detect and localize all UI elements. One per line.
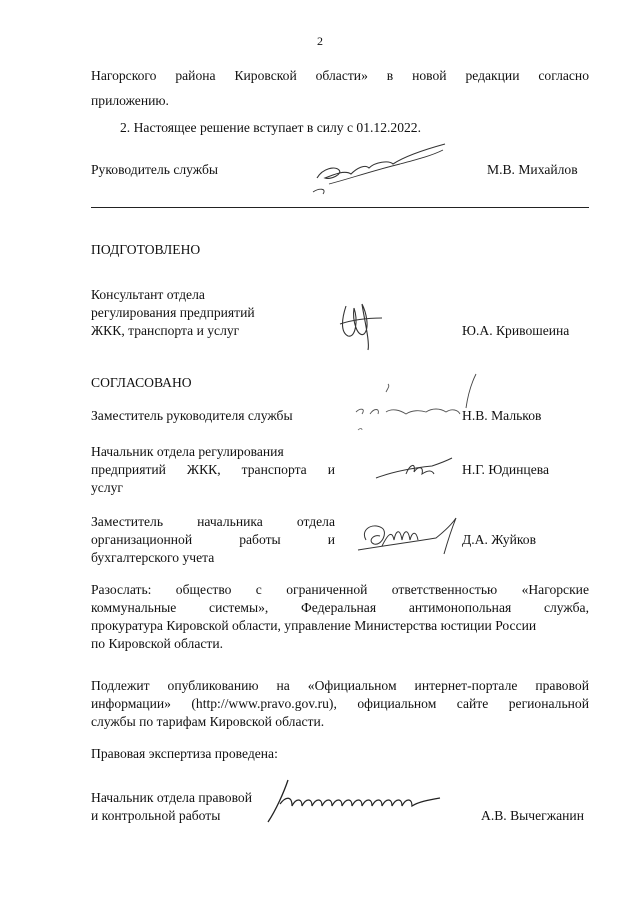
publication-line-3: службы по тарифам Кировской области.: [91, 714, 325, 729]
agreed-p2-line-1: Начальник отдела регулирования: [91, 444, 284, 459]
agreed-p1-name: Н.В. Мальков: [462, 408, 542, 423]
distribution-line-3: прокуратура Кировской области, управление Министерства юстиции России: [91, 618, 537, 633]
separator-line: [91, 207, 589, 208]
prepared-heading: ПОДГОТОВЛЕНО: [91, 242, 201, 257]
agreed-p1-title: Заместитель руководителя службы: [91, 408, 293, 423]
prepared-position-line-2: регулирования предприятий: [91, 305, 255, 320]
expertise-signature: [262, 776, 448, 828]
intro-line-2: приложению.: [91, 93, 169, 108]
agreed-p2-name: Н.Г. Юдинцева: [462, 462, 550, 477]
agreed-heading: СОГЛАСОВАНО: [91, 375, 192, 390]
agreed-p3-line-2: организационной работы и: [91, 532, 335, 547]
agreed-p3-line-1: Заместитель начальника отдела: [91, 514, 335, 529]
agreed-p3-signature: [352, 510, 464, 562]
head-name: М.В. Михайлов: [487, 162, 578, 177]
distribution-line-4: по Кировской области.: [91, 636, 224, 651]
agreed-p2-line-3: услуг: [91, 480, 123, 495]
distribution-line-1: Разослать: общество с ограниченной ответственностью «Нагорские: [91, 582, 589, 597]
agreed-p2-line-2: предприятий ЖКК, транспорта и: [91, 462, 335, 477]
head-signature: [305, 140, 455, 202]
distribution-line-2: коммунальные системы», Федеральная антимонопольная служба,: [91, 600, 589, 615]
publication-line-2: информации» (http://www.pravo.gov.ru), официальном сайте региональной: [91, 696, 589, 711]
page-number: 2: [317, 34, 323, 48]
prepared-position-line-1: Консультант отдела: [91, 287, 205, 302]
intro-line-1: Нагорского района Кировской области» в новой редакции согласно: [91, 68, 589, 83]
expertise-text: Правовая экспертиза проведена:: [91, 746, 278, 761]
agreed-p2-signature: [372, 452, 462, 488]
prepared-position-line-3: ЖКК, транспорта и услуг: [91, 323, 240, 338]
agreed-p3-name: Д.А. Жуйков: [462, 532, 537, 547]
prepared-name: Ю.А. Кривошеина: [462, 323, 570, 338]
expertise-name: А.В. Вычегжанин: [481, 808, 584, 823]
expertise-position-line-2: и контрольной работы: [91, 808, 221, 823]
intro-item-2: 2. Настоящее решение вступает в силу с 01.12.2022.: [120, 120, 421, 135]
publication-line-1: Подлежит опубликованию на «Официальном интернет-портале правовой: [91, 678, 589, 693]
expertise-position-line-1: Начальник отдела правовой: [91, 790, 253, 805]
agreed-p1-signature: [316, 368, 486, 440]
agreed-p3-line-3: бухгалтерского учета: [91, 550, 215, 565]
head-title: Руководитель службы: [91, 162, 219, 177]
prepared-signature: [336, 298, 388, 352]
